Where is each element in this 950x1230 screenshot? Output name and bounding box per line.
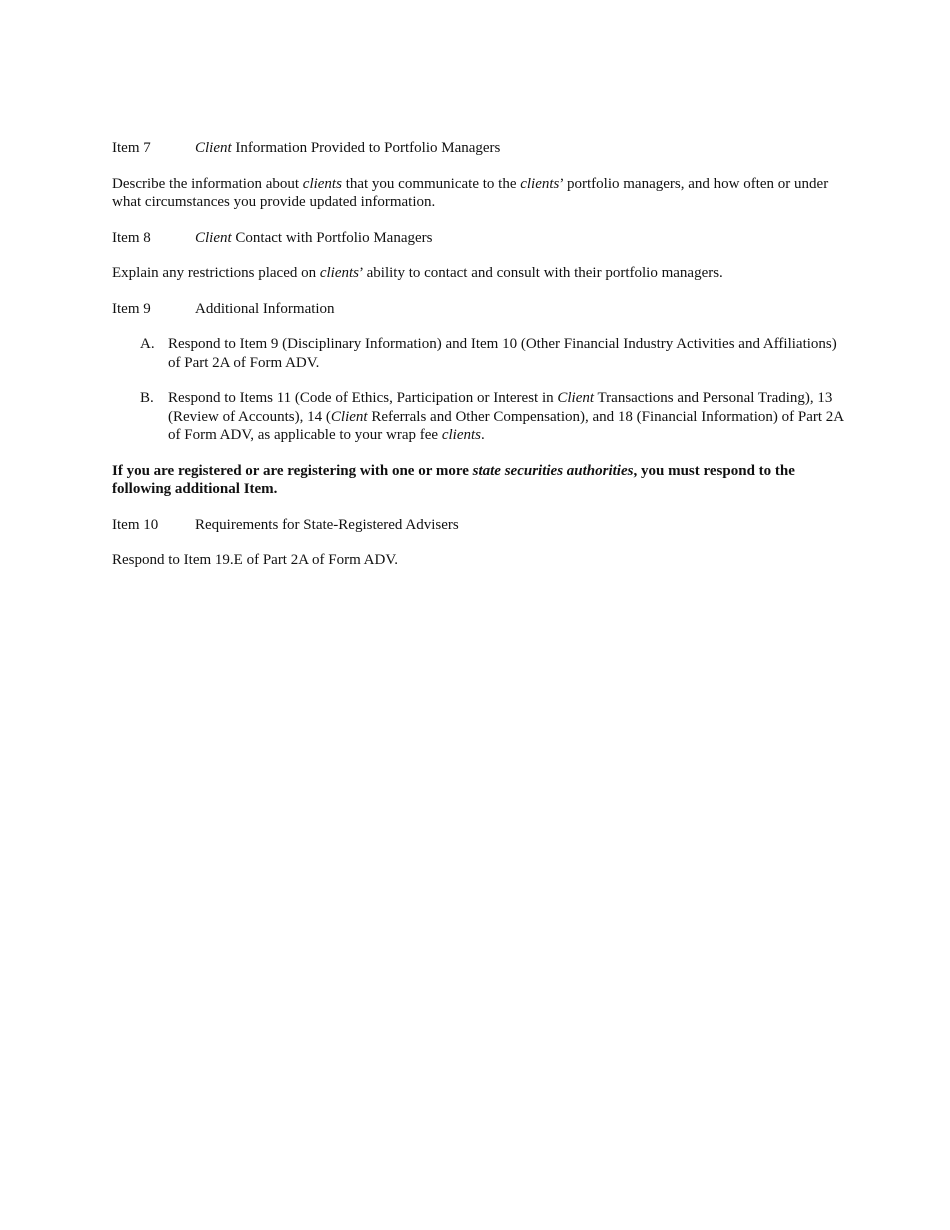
item-9-list <box>112 335 847 445</box>
item-7-description: Describe the information about clients that you communicate to the clients’ portfolio managers, and how often or under what circumstances you provide updated information. <box>112 175 829 210</box>
item-7-heading <box>112 139 847 158</box>
item-10-heading <box>112 516 847 535</box>
item-7-title: Client Information Provided to Portfolio Managers <box>195 140 501 156</box>
list-item-text: Respond to Items 11 (Code of Ethics, Participation or Interest in Client Transactions and Personal Trading), 13 (Review of Accounts), 14 (Client Referrals and Other Compensation), and 18 (Financial Information) of Part 2A of Form ADV, as applicable to your wrap fee clients. <box>168 390 844 443</box>
item-9-list-item-b <box>112 389 847 445</box>
item-8-description: Explain any restrictions placed on clients’ ability to contact and consult with their portfolio managers. <box>112 265 723 281</box>
list-marker: A. <box>140 336 155 352</box>
item-7-number: Item 7 <box>112 140 151 156</box>
item-8-heading <box>112 229 847 248</box>
list-marker: B. <box>140 390 154 406</box>
item-10-title: Requirements for State-Registered Advisers <box>195 516 459 533</box>
item-9-list-item-a <box>112 335 847 372</box>
item-8-title: Client Contact with Portfolio Managers <box>195 229 433 246</box>
item-9-heading <box>112 300 847 319</box>
state-registration-notice: If you are registered or are registering with one or more state securities authorities, you must respond to the following additional Item. <box>112 462 795 497</box>
list-item-text: Respond to Item 9 (Disciplinary Information) and Item 10 (Other Financial Industry Activities and Affiliations) of Part 2A of Form ADV. <box>168 336 837 371</box>
item-9-title: Additional Information <box>195 300 335 317</box>
item-10-number: Item 10 <box>112 516 159 533</box>
item-8-number: Item 8 <box>112 229 151 246</box>
item-9-number: Item 9 <box>112 300 151 317</box>
document-page <box>112 139 847 587</box>
item-10-description: Respond to Item 19.E of Part 2A of Form ADV. <box>112 552 398 568</box>
